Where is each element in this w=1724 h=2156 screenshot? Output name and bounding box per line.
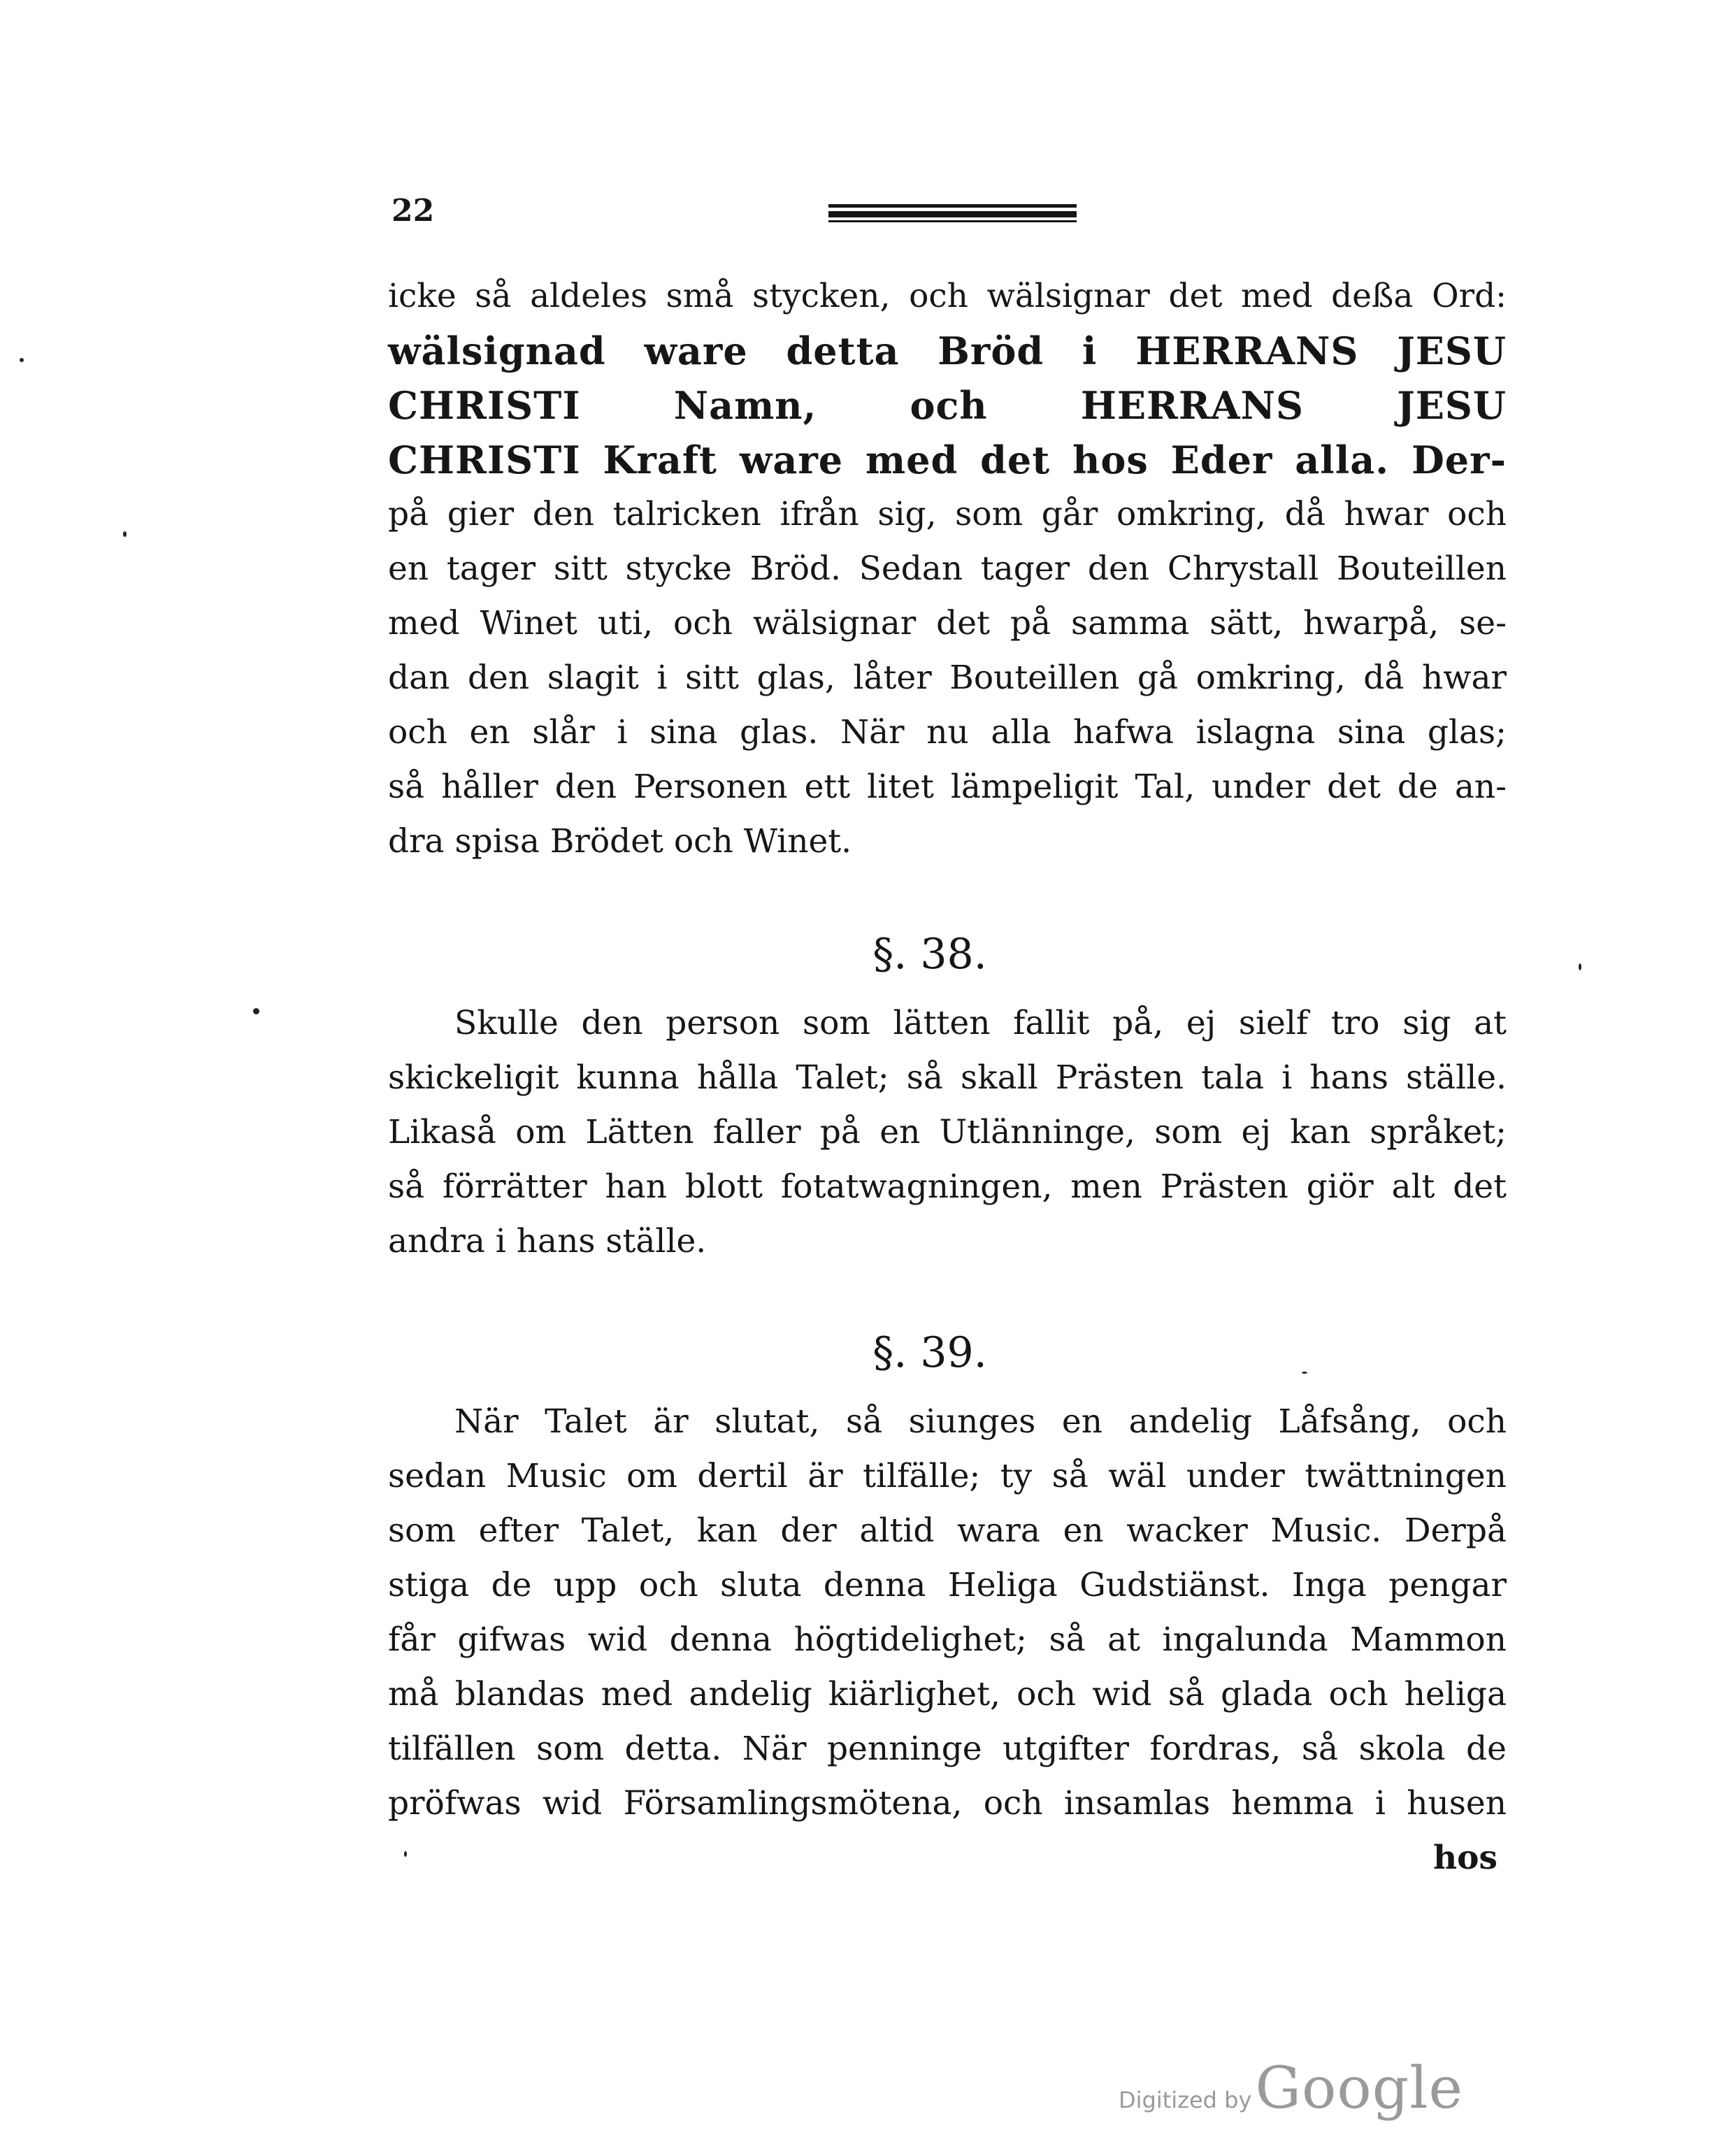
continuation-paragraph <box>388 269 1507 869</box>
text-line: dra spisa Brödet och Winet. <box>388 822 852 861</box>
text-line: Skulle den person som lätten fallit på, ej sielf tro sig at <box>454 1004 1507 1042</box>
text-line: en tager sitt stycke Bröd. Sedan tager den Chrystall Bouteillen <box>388 549 1507 588</box>
text-line: icke så aldeles små stycken, och wälsignar det med deßa Ord: <box>388 277 1507 315</box>
text-line: får gifwas wid denna högtidelighet; så at ingalunda Mammon <box>388 1620 1507 1659</box>
catchword: hos <box>1433 1839 1497 1877</box>
text-line: skickeligit kunna hålla Talet; så skall Prästen tala i hans ställe. <box>388 1058 1507 1097</box>
text-line: så håller den Personen ett litet lämpeligit Tal, under det de an- <box>388 768 1507 806</box>
text-line: CHRISTI Namn, och HERRANS JESU <box>388 383 1507 428</box>
digitized-watermark <box>1119 2055 1463 2122</box>
text-line: andra i hans ställe. <box>388 1222 707 1260</box>
text-line: med Winet uti, och wälsignar det på samma sätt, hwarpå, se- <box>388 604 1507 642</box>
scan-speck <box>20 358 24 362</box>
scan-speck <box>1579 963 1581 970</box>
watermark-prefix: Digitized by <box>1119 2087 1252 2113</box>
text-line: När Talet är slutat, så siunges en andelig Låfsång, och <box>454 1402 1507 1441</box>
text-line: må blandas med andelig kiärlighet, och wid så glada och heliga <box>388 1675 1507 1713</box>
watermark-brand: Google <box>1255 2055 1463 2122</box>
scan-speck <box>404 1851 407 1857</box>
text-line: stiga de upp och sluta denna Heliga Gudstiänst. Inga pengar <box>388 1566 1507 1604</box>
text-line: tilfällen som detta. När penninge utgifter fordras, så skola de <box>388 1730 1507 1768</box>
text-line: Likaså om Lätten faller på en Utlänninge, som ej kan språket; <box>388 1113 1507 1151</box>
section-heading-39: §. 39. <box>872 1328 987 1377</box>
text-line: wälsignad ware detta Bröd i HERRANS JESU <box>388 329 1507 373</box>
text-line: så förrätter han blott fotatwagningen, men Prästen giör alt det <box>388 1167 1507 1206</box>
section-heading-38: §. 38. <box>872 930 987 979</box>
scan-speck <box>253 1008 259 1014</box>
text-line: dan den slagit i sitt glas, låter Bouteillen gå omkring, då hwar <box>388 659 1507 697</box>
section-39-paragraph <box>388 1395 1507 1831</box>
text-line: pröfwas wid Församlingsmötena, och insamlas hemma i husen <box>388 1784 1507 1823</box>
scan-speck <box>1302 1372 1307 1374</box>
text-line: som efter Talet, kan der altid wara en wacker Music. Derpå <box>388 1511 1507 1550</box>
scan-speck <box>123 531 127 537</box>
text-line: sedan Music om dertil är tilfälle; ty så wäl under twättningen <box>388 1457 1507 1495</box>
header-rule <box>828 204 1077 222</box>
section-38-paragraph <box>388 996 1507 1269</box>
text-line: och en slår i sina glas. När nu alla hafwa islagna sina glas; <box>388 713 1507 752</box>
page-number: 22 <box>392 193 435 229</box>
text-line: CHRISTI Kraft ware med det hos Eder alla. Der- <box>388 438 1507 482</box>
text-line: på gier den talricken ifrån sig, som går omkring, då hwar och <box>388 495 1507 533</box>
